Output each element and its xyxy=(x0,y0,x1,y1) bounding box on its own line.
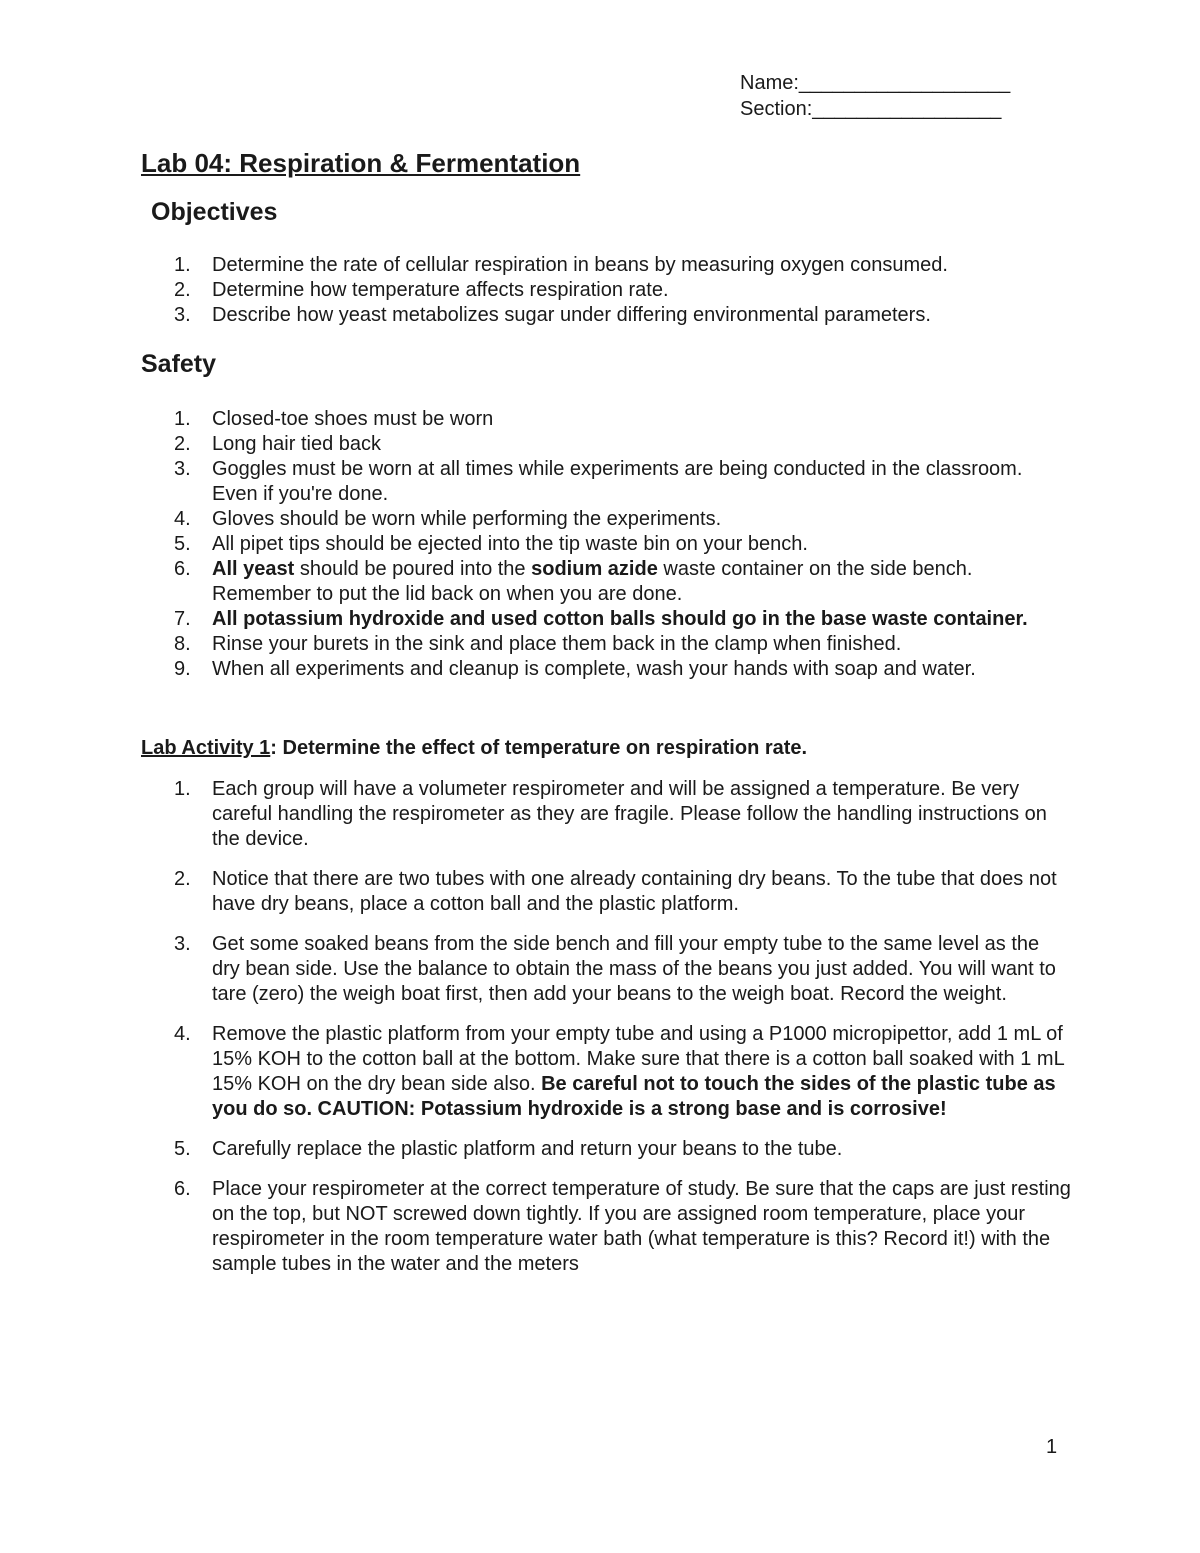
list-text: Determine how temperature affects respiration rate. xyxy=(212,279,669,301)
list-bold-text: All yeast xyxy=(212,558,295,580)
header-fields xyxy=(740,70,1070,122)
list-text: waste container on the side bench. Remember to put the lid back on when you are done. xyxy=(212,558,973,605)
list-text: Notice that there are two tubes with one already containing dry beans. To the tube that does not have dry beans, place a cotton ball and the plastic platform. xyxy=(212,868,1057,915)
list-number: 3. xyxy=(174,933,191,955)
list-text: Rinse your burets in the sink and place them back in the clamp when finished. xyxy=(212,633,902,655)
activity-heading-text: : Determine the effect of temperature on respiration rate. xyxy=(270,737,808,759)
list-item xyxy=(141,407,1061,432)
list-text: Carefully replace the plastic platform and return your beans to the tube. xyxy=(212,1138,843,1160)
safety-list xyxy=(141,407,1061,682)
list-number: 5. xyxy=(174,533,191,555)
list-text: Place your respirometer at the correct temperature of study. Be sure that the caps are just resting on the top, but NOT screwed down tightly. If you are assigned room temperature, place your respirometer in the room temperature water bath (what temperature is this? Record it!) with the sample tubes in the water and the meters xyxy=(212,1178,1071,1275)
list-number: 2. xyxy=(174,868,191,890)
list-bold-text: All potassium hydroxide and used cotton balls should go in the base waste container. xyxy=(212,608,1028,630)
list-bold-text: sodium azide xyxy=(531,558,658,580)
list-text: When all experiments and cleanup is complete, wash your hands with soap and water. xyxy=(212,658,976,680)
list-text: Long hair tied back xyxy=(212,433,382,455)
list-number: 4. xyxy=(174,1023,191,1045)
list-item xyxy=(141,303,1041,328)
list-text: Describe how yeast metabolizes sugar under differing environmental parameters. xyxy=(212,304,931,326)
list-text: Determine the rate of cellular respiration in beans by measuring oxygen consumed. xyxy=(212,254,948,276)
list-item xyxy=(141,1137,1071,1162)
name-field: Name:___________________ xyxy=(740,72,1011,94)
list-item xyxy=(141,557,1061,607)
list-number: 9. xyxy=(174,658,191,680)
document-title: Lab 04: Respiration & Fermentation xyxy=(141,148,581,178)
list-item xyxy=(141,253,1041,278)
list-bold-text: Be careful not to touch the sides of the plastic tube as you do so. CAUTION: Potassium hydroxide is a strong base and is corrosive! xyxy=(212,1073,1056,1120)
list-item xyxy=(141,777,1071,852)
list-text: Each group will have a volumeter respirometer and will be assigned a temperature. Be very careful handling the respirometer as they are fragile. Please follow the handling instructions on the device. xyxy=(212,778,1047,850)
list-item xyxy=(141,278,1041,303)
list-item xyxy=(141,932,1071,1007)
safety-heading: Safety xyxy=(141,350,217,378)
list-text: Closed-toe shoes must be worn xyxy=(212,408,494,430)
list-item xyxy=(141,1177,1071,1277)
list-text: should be poured into the xyxy=(294,558,532,580)
objectives-heading: Objectives xyxy=(151,198,278,226)
list-number: 3. xyxy=(174,304,191,326)
list-number: 2. xyxy=(174,433,191,455)
objectives-list xyxy=(141,253,1041,328)
page-number: 1 xyxy=(1046,1436,1058,1458)
list-number: 7. xyxy=(174,608,191,630)
list-number: 1. xyxy=(174,408,191,430)
list-item xyxy=(141,607,1061,632)
list-item xyxy=(141,532,1061,557)
list-number: 6. xyxy=(174,558,191,580)
list-number: 2. xyxy=(174,279,191,301)
list-number: 3. xyxy=(174,458,191,480)
list-item xyxy=(141,507,1061,532)
list-text: Gloves should be worn while performing the experiments. xyxy=(212,508,722,530)
list-text: All pipet tips should be ejected into the tip waste bin on your bench. xyxy=(212,533,808,555)
activity-steps-list xyxy=(141,777,1071,1292)
list-item xyxy=(141,432,1061,457)
list-text: Remove the plastic platform from your empty tube and using a P1000 micropipettor, add 1 mL of 15% KOH to the cotton ball at the bottom. Make sure that there is a cotton ball soaked with 1 mL 15% KOH on the dry bean side also. xyxy=(212,1023,1064,1095)
list-text: Goggles must be worn at all times while experiments are being conducted in the classroom. Even if you're done. xyxy=(212,458,1023,505)
list-number: 6. xyxy=(174,1178,191,1200)
section-field: Section:_________________ xyxy=(740,98,1002,120)
list-number: 4. xyxy=(174,508,191,530)
list-number: 8. xyxy=(174,633,191,655)
list-item xyxy=(141,1022,1071,1122)
activity-heading xyxy=(141,736,1081,761)
activity-heading-label: Lab Activity 1 xyxy=(141,737,271,759)
list-item xyxy=(141,867,1071,917)
list-number: 1. xyxy=(174,778,191,800)
list-item xyxy=(141,457,1061,507)
list-item xyxy=(141,657,1061,682)
list-number: 5. xyxy=(174,1138,191,1160)
list-number: 1. xyxy=(174,254,191,276)
list-text: Get some soaked beans from the side bench and fill your empty tube to the same level as the dry bean side. Use the balance to obtain the mass of the beans you just added. You will want to tare (zero) the weigh boat first, then add your beans to the weigh boat. Record the weight. xyxy=(212,933,1056,1005)
list-item xyxy=(141,632,1061,657)
